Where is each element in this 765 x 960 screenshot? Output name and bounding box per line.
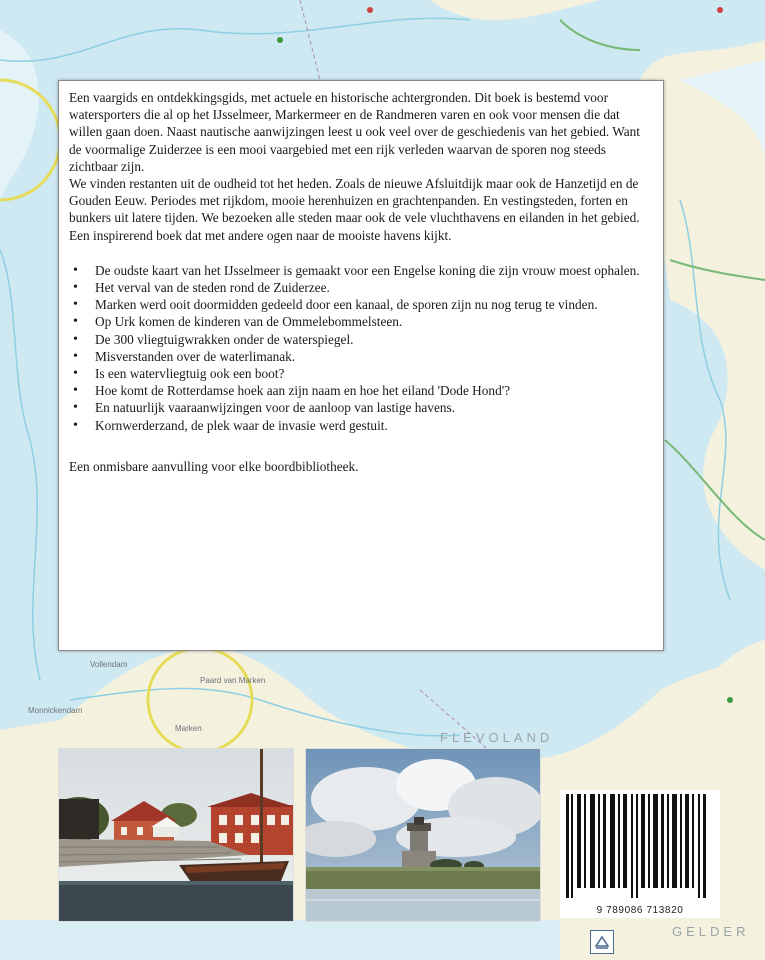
harbour-photo <box>58 748 294 922</box>
buoy <box>367 7 373 13</box>
list-item: • Op Urk komen de kinderen van de Ommelebommelsteen. <box>69 313 653 330</box>
list-item: • De 300 vliegtuigwrakken onder de waterspiegel. <box>69 331 653 348</box>
buoy <box>277 37 283 43</box>
map-place-label: Marken <box>175 724 202 733</box>
list-item: • Misverstanden over de waterlimanak. <box>69 348 653 365</box>
barcode-bars <box>560 790 720 900</box>
buoy <box>727 697 733 703</box>
isbn-digits: 9 789086 713820 <box>596 905 684 916</box>
list-item: • Kornwerderzand, de plek waar de invasie werd gestuit. <box>69 417 653 434</box>
map-region-label: GELDER <box>672 924 750 939</box>
description-panel <box>58 80 664 651</box>
list-item: • Hoe komt de Rotterdamse hoek aan zijn naam en hoe het eiland 'Dode Hond'? <box>69 382 653 399</box>
map-place-label: Monnickendam <box>28 706 83 715</box>
feature-list <box>69 262 653 434</box>
intro-paragraph-2: We vinden restanten uit de oudheid tot het heden. Zoals de nieuwe Afsluitdijk maar ook de Hanzetijd en de Gouden Eeuw. Periodes met rijkdom, mooie herenhuizen en grachtenpanden. En vestingsteden, forten en bunkers uit latere tijden. We bezoeken alle steden maar ook de vele vluchthavens en eilanden in het gebied. Een inspirerend boek dat met andere ogen naar de mooiste havens kijkt. <box>69 176 640 243</box>
list-item: • De oudste kaart van het IJsselmeer is gemaakt voor een Engelse koning die zijn vrouw moest ophalen. <box>69 262 653 279</box>
publisher-logo-icon <box>590 930 614 954</box>
lighthouse-photo <box>305 748 541 922</box>
isbn-barcode <box>560 790 720 918</box>
intro-paragraph: Een vaargids en ontdekkingsgids, met actuele en historische achtergronden. Dit boek is bestemd voor watersporters die al op het IJsselmeer, Markermeer en de Randmeren varen en ook voor mensen die dat willen gaan doen. Naast nautische aanwijzingen leest u ook veel over de geschiedenis van het gebied. Want de voormalige Zuiderzee is een mooi vaargebied met een rijk verleden waarvan de sporen nog steeds zichtbaar zijn. <box>69 90 640 174</box>
closing-paragraph: Een onmisbare aanvulling voor elke boordbibliotheek. <box>69 458 359 474</box>
water-area <box>0 920 560 960</box>
map-place-label: Vollendam <box>90 660 128 669</box>
list-item: • Is een watervliegtuig ook een boot? <box>69 365 653 382</box>
buoy <box>717 7 723 13</box>
list-item: • Het verval van de steden rond de Zuiderzee. <box>69 279 653 296</box>
map-region-label: FLEVOLAND <box>440 730 554 745</box>
map-place-label: Paard van Marken <box>200 676 266 685</box>
list-item: • Marken werd ooit doormidden gedeeld door een kanaal, de sporen zijn nu nog terug te vinden. <box>69 296 653 313</box>
list-item: • En natuurlijk vaaraanwijzingen voor de aanloop van lastige havens. <box>69 399 653 416</box>
